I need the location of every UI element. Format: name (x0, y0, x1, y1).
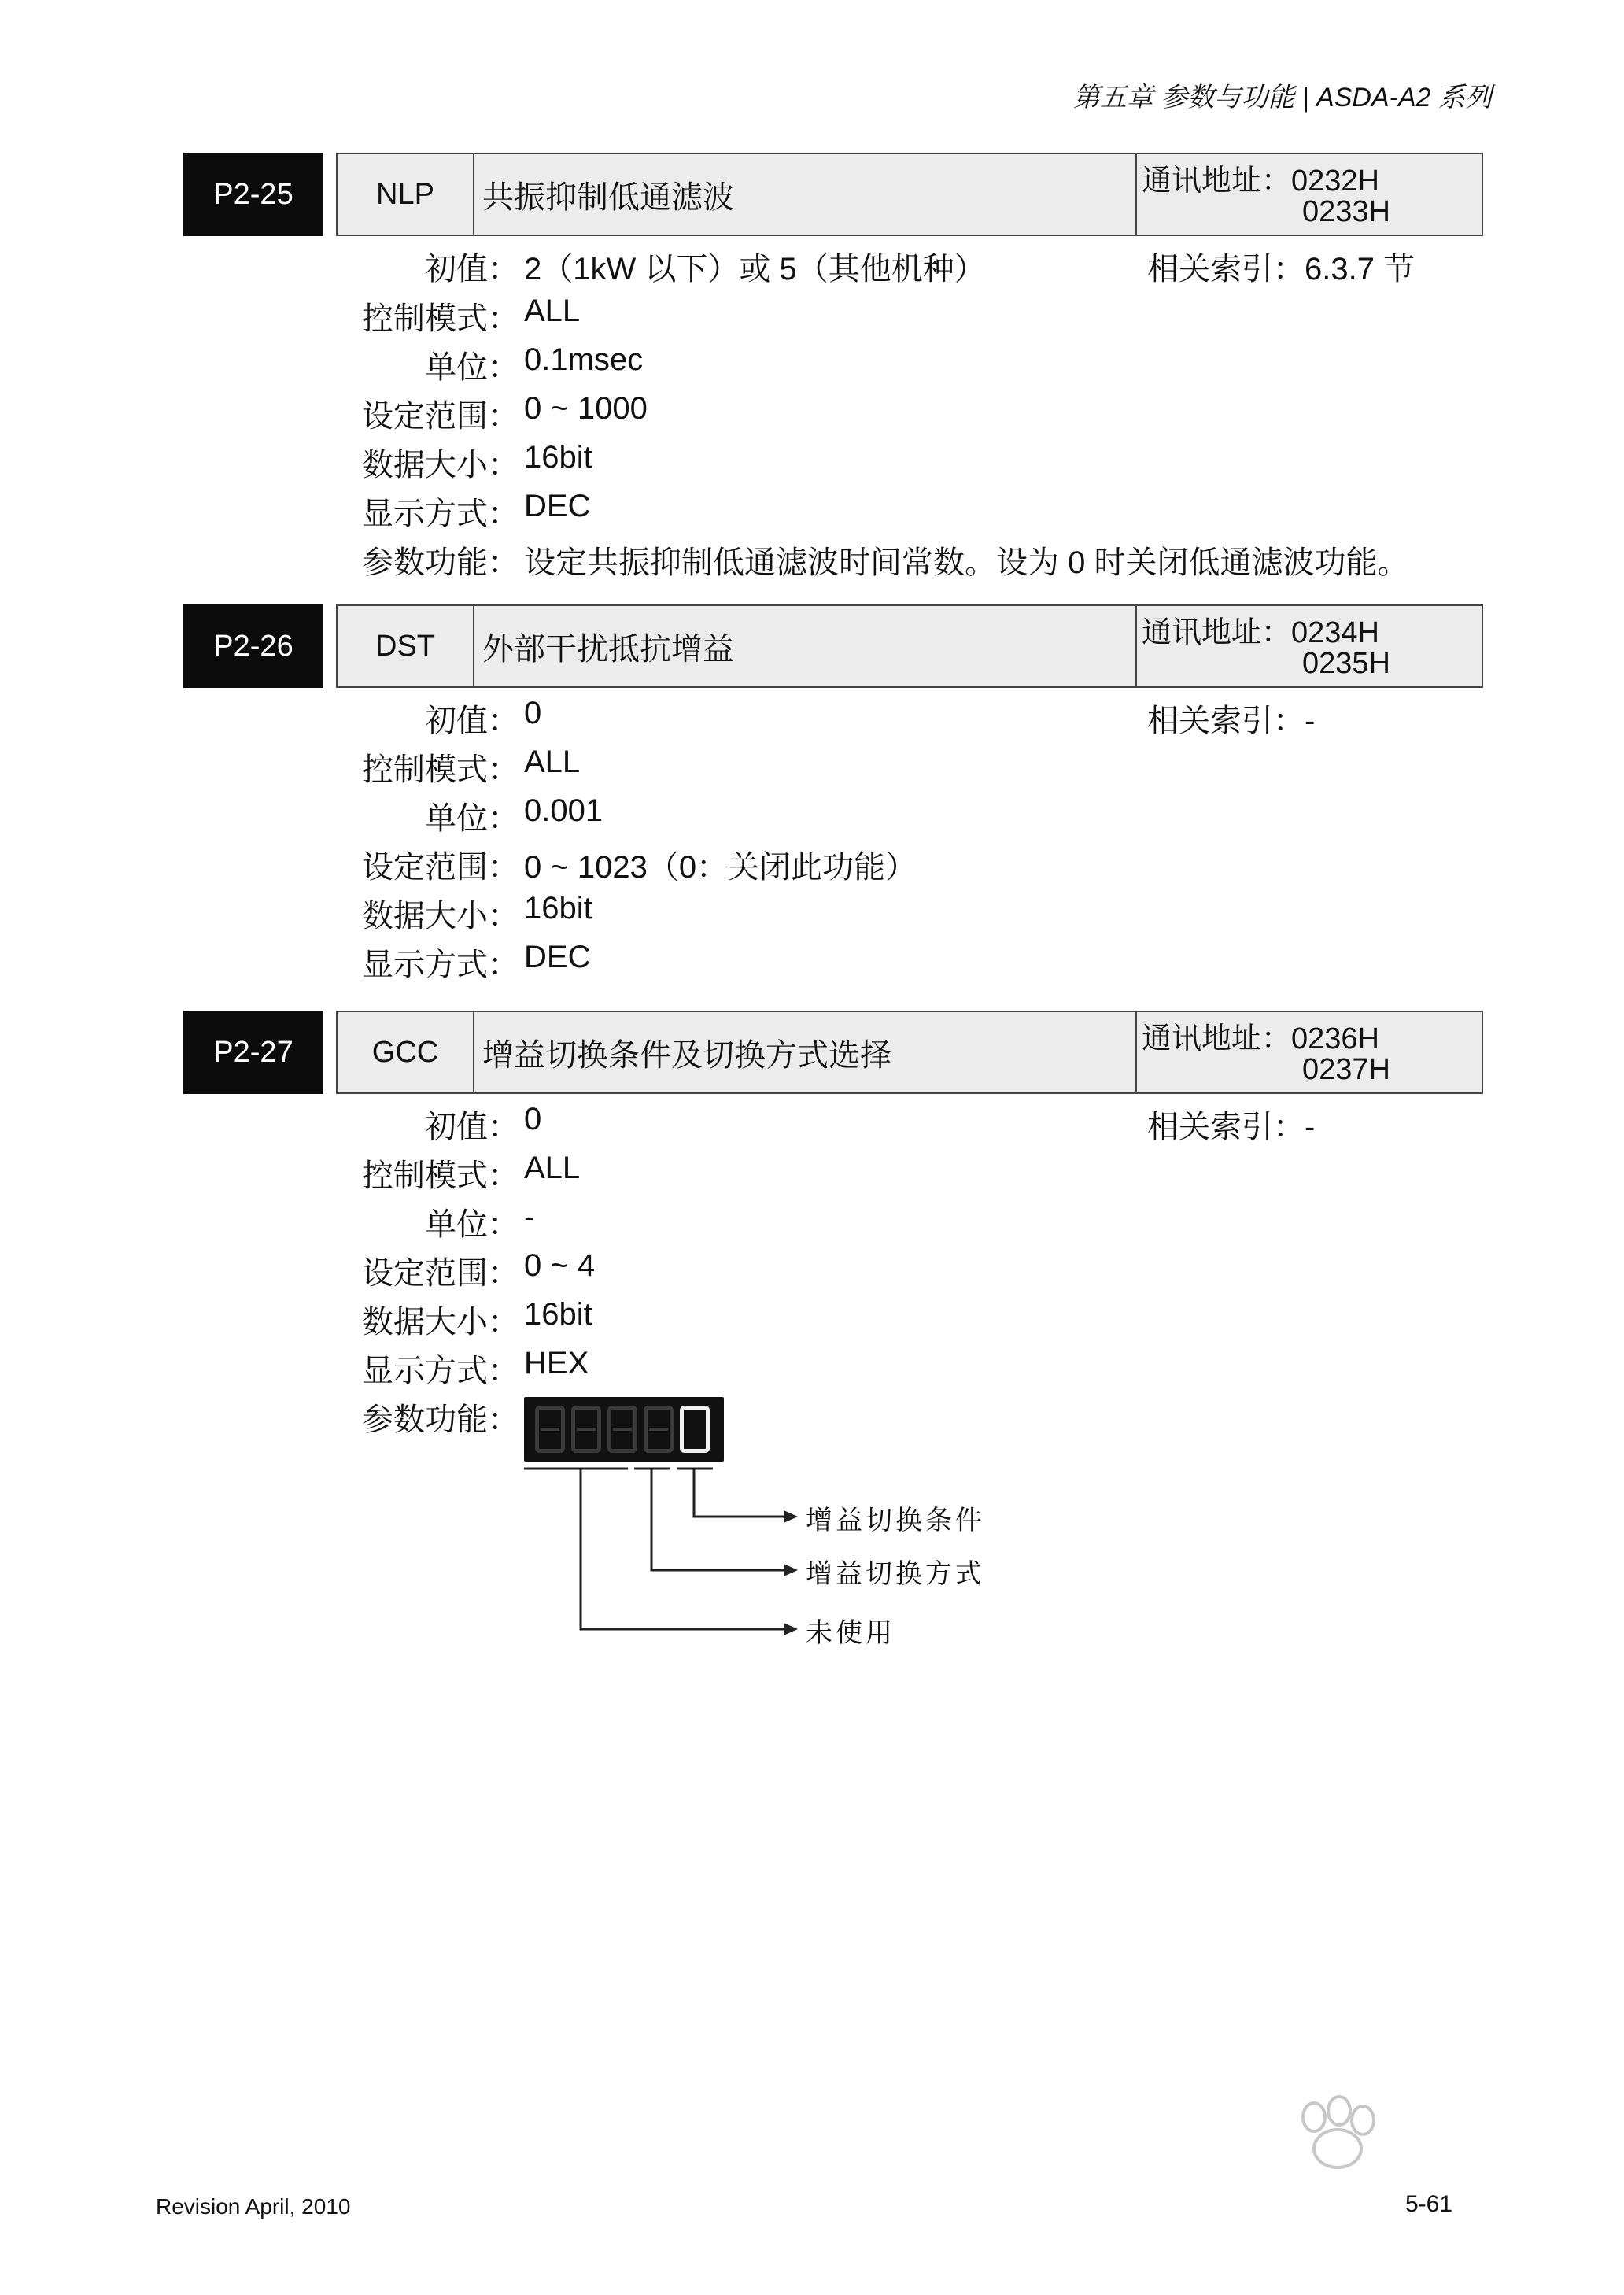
param-info-box (336, 1011, 1483, 1094)
param-header-p2-25 (183, 153, 1482, 236)
digit-segment (607, 1406, 637, 1453)
initial-value: 2（1kW 以下）或 5（其他机种） (524, 252, 986, 286)
annotation-gain-switch-method: 增益切换方式 (806, 1558, 985, 1590)
revision-note: Revision April, 2010 (156, 2194, 351, 2219)
ref-value: - (1305, 704, 1316, 738)
size-value: 16bit (524, 891, 592, 926)
param-code: P2-27 (183, 1011, 323, 1094)
addr-line-1 (1142, 1014, 1379, 1057)
digit-segment (571, 1406, 601, 1453)
seven-segment-display (524, 1397, 724, 1462)
param-abbr: GCC (338, 1012, 474, 1092)
size-label: 数据大小： (362, 1305, 519, 1340)
size-label: 数据大小： (362, 899, 519, 933)
display-label: 显示方式： (362, 497, 519, 531)
range-value: 0 ~ 4 (524, 1248, 596, 1283)
param-address (1135, 606, 1483, 686)
addr-line-1 (1142, 156, 1379, 199)
control-label: 控制模式： (362, 1159, 519, 1193)
related-index (1147, 244, 1415, 289)
addr-value-2: 0233H (1302, 195, 1390, 228)
baidu-jingyan-watermark (1157, 2094, 1534, 2251)
ref-label: 相关索引： (1147, 252, 1305, 286)
addr-value-2: 0237H (1302, 1053, 1390, 1086)
addr-label: 通讯地址： (1142, 164, 1292, 198)
related-index (1147, 1102, 1315, 1147)
display-value: DEC (524, 940, 591, 974)
initial-value: 0 (524, 696, 542, 730)
range-label: 设定范围： (362, 1256, 519, 1291)
arrow-icon (784, 1510, 798, 1523)
size-value: 16bit (524, 1297, 592, 1332)
display-value: HEX (524, 1346, 589, 1380)
param-code: P2-26 (183, 604, 323, 688)
unit-value: 0.1msec (524, 342, 644, 377)
ref-label: 相关索引： (1147, 1110, 1305, 1144)
page-number: 5-61 (1405, 2191, 1453, 2217)
control-label: 控制模式： (362, 301, 519, 336)
ref-value: 6.3.7 节 (1305, 252, 1415, 286)
initial-label: 初值： (425, 704, 519, 738)
arrow-icon (784, 1564, 798, 1576)
range-value: 0 ~ 1000 (524, 391, 648, 426)
param-address (1135, 1012, 1483, 1092)
annotation-unused: 未使用 (806, 1617, 895, 1649)
param-address (1135, 154, 1483, 235)
range-value: 0 ~ 1023（0：关闭此功能） (524, 850, 917, 885)
ref-label: 相关索引： (1147, 704, 1305, 738)
annotation-gain-switch-condition: 增益切换条件 (806, 1505, 985, 1536)
addr-value-2: 0235H (1302, 647, 1390, 680)
related-index (1147, 696, 1315, 741)
chapter-header: 第五章 参数与功能 | ASDA-A2 系列 (1072, 83, 1492, 113)
display-value: DEC (524, 489, 591, 523)
size-value: 16bit (524, 440, 592, 475)
param-header-p2-26 (183, 604, 1482, 688)
control-value: ALL (524, 1151, 581, 1185)
initial-value: 0 (524, 1102, 542, 1136)
function-label: 参数功能： (362, 1402, 519, 1437)
unit-label: 单位： (425, 1207, 519, 1242)
range-label: 设定范围： (362, 850, 519, 885)
param-name: 共振抑制低通滤波 (482, 179, 734, 215)
display-label: 显示方式： (362, 1354, 519, 1388)
addr-value-1: 0236H (1291, 1022, 1379, 1055)
param-info-box (336, 604, 1483, 688)
control-label: 控制模式： (362, 752, 519, 787)
unit-value: - (524, 1199, 535, 1234)
unit-label: 单位： (425, 801, 519, 836)
range-label: 设定范围： (362, 399, 519, 434)
control-value: ALL (524, 745, 581, 779)
addr-label: 通讯地址： (1142, 1022, 1292, 1055)
function-value: 设定共振抑制低通滤波时间常数。设为 0 时关闭低通滤波功能。 (524, 545, 1409, 580)
initial-label: 初值： (425, 1110, 519, 1144)
param-info-box (336, 153, 1483, 236)
addr-label: 通讯地址： (1142, 616, 1292, 649)
unit-value: 0.001 (524, 793, 603, 828)
digit-active (680, 1406, 710, 1453)
size-label: 数据大小： (362, 448, 519, 482)
addr-line-1 (1142, 608, 1379, 651)
initial-label: 初值： (425, 252, 519, 286)
unit-label: 单位： (425, 350, 519, 385)
function-label: 参数功能： (362, 545, 519, 580)
ref-value: - (1305, 1110, 1316, 1144)
param-code: P2-25 (183, 153, 323, 236)
param-abbr: DST (338, 606, 474, 686)
display-label: 显示方式： (362, 948, 519, 982)
addr-value-1: 0232H (1291, 164, 1379, 198)
digit-segment (535, 1406, 565, 1453)
arrow-icon (784, 1623, 798, 1635)
param-abbr: NLP (338, 154, 474, 235)
control-value: ALL (524, 294, 581, 328)
param-name: 外部干扰抵抗增益 (482, 631, 734, 667)
digit-segment (644, 1406, 674, 1453)
addr-value-1: 0234H (1291, 616, 1379, 649)
param-name: 增益切换条件及切换方式选择 (482, 1037, 891, 1073)
param-header-p2-27 (183, 1011, 1482, 1094)
